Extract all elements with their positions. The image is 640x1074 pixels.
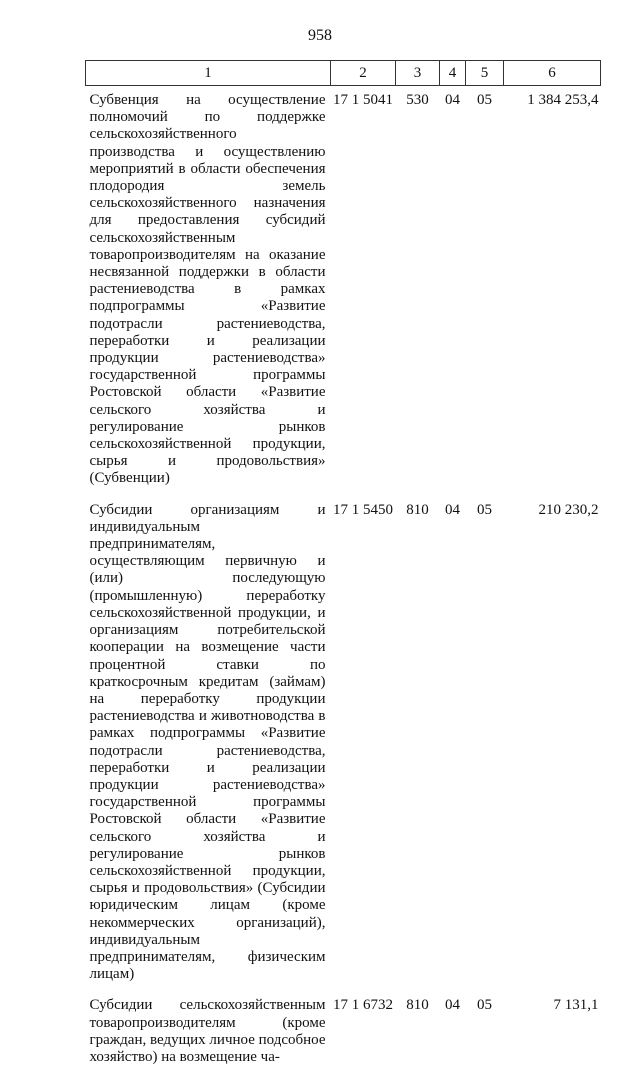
column-header-5: 5 [466, 61, 504, 86]
row-target-code: 17 1 5041 [331, 86, 396, 496]
budget-table [85, 60, 601, 1074]
table-body [86, 86, 601, 1074]
row-target-code: 17 1 6732 [331, 991, 396, 1074]
row-expense-type: 530 [396, 86, 440, 496]
header-row [86, 61, 601, 86]
row-subsection: 05 [466, 991, 504, 1074]
row-target-code: 17 1 5450 [331, 496, 396, 992]
table-row [86, 86, 601, 496]
row-amount: 210 230,2 [504, 496, 601, 992]
row-section: 04 [440, 86, 466, 496]
table-row [86, 496, 601, 992]
row-amount: 7 131,1 [504, 991, 601, 1074]
row-amount: 1 384 253,4 [504, 86, 601, 496]
row-section: 04 [440, 496, 466, 992]
page-number: 958 [0, 27, 640, 45]
row-description: Субвенция на осуществление полномочий по поддержке сельскохозяйственного производства и осуществлению мероприятий в области обеспечения плодородия земель сельскохозяйственного назначения для предоставления субсидий сельскохозяйственным товаропроизводителям на оказание несвязанной поддержки в области растениеводства в рамках подпрограммы «Развитие подотрасли растениеводства, переработки и реализации продукции растениеводства» государственной программы Ростовской области «Развитие сельского хозяйства и регулирование рынков сельскохозяйственной продукции, сырья и продовольствия» (Субвенции) [86, 86, 331, 496]
column-header-2: 2 [331, 61, 396, 86]
row-subsection: 05 [466, 496, 504, 992]
row-expense-type: 810 [396, 991, 440, 1074]
row-subsection: 05 [466, 86, 504, 496]
row-section: 04 [440, 991, 466, 1074]
column-header-3: 3 [396, 61, 440, 86]
column-header-6: 6 [504, 61, 601, 86]
table-header [86, 61, 601, 86]
column-header-4: 4 [440, 61, 466, 86]
row-description: Субсидии сельскохозяйственным товаропроизводителям (кроме граждан, ведущих личное подсобное хозяйство) на возмещение ча- [86, 991, 331, 1074]
column-header-1: 1 [86, 61, 331, 86]
row-description: Субсидии организациям и индивидуальным предпринимателям, осуществляющим первичную и (или) последующую (промышленную) переработку сельскохозяйственной продукции, и организациям потребительской кооперации на возмещение части процентной ставки по краткосрочным кредитам (займам) на переработку продукции растениеводства и животноводства в рамках подпрограммы «Развитие подотрасли растениеводства, переработки и реализации продукции растениеводства» государственной программы Ростовской области «Развитие сельского хозяйства и регулирование рынков сельскохозяйственной продукции, сырья и продовольствия» (Субсидии юридическим лицам (кроме некоммерческих организаций), индивидуальным предпринимателям, физическим лицам) [86, 496, 331, 992]
table-row [86, 991, 601, 1074]
row-expense-type: 810 [396, 496, 440, 992]
